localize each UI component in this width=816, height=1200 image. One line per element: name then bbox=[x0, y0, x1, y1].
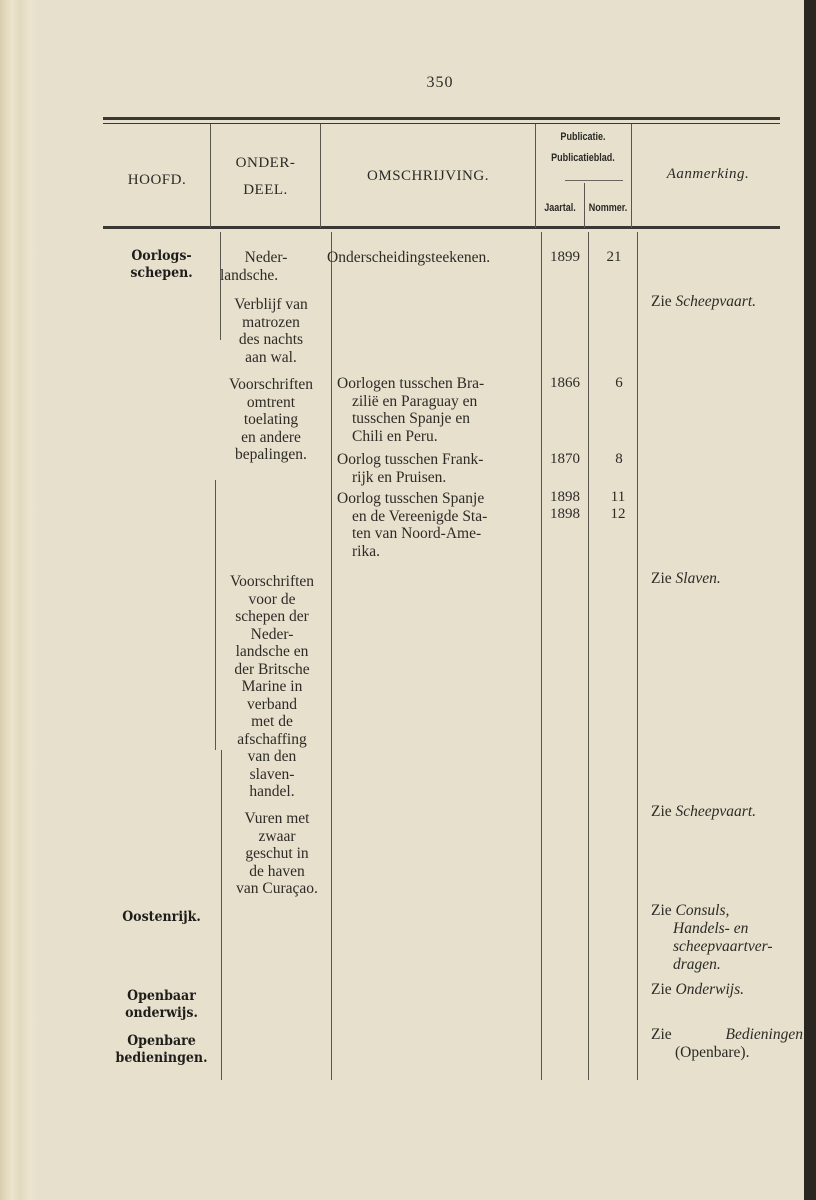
omschrijving-line: tusschen Spanje en bbox=[352, 410, 470, 427]
onderdeel-line: Neder- bbox=[244, 249, 288, 266]
body-divider-4 bbox=[588, 232, 589, 1080]
hoofd-oorlogsschepen bbox=[110, 248, 214, 282]
omschrijving-line: rijk en Pruisen. bbox=[352, 468, 447, 486]
onderdeel-line: verband bbox=[247, 695, 297, 713]
header-nommer: Nommer. bbox=[588, 202, 628, 214]
header-onderdeel-line2: DEEL. bbox=[243, 182, 288, 198]
aanmerking-ref: Bedieningen bbox=[725, 1026, 803, 1043]
hoofd-line: schepen. bbox=[130, 265, 193, 281]
onderdeel-line: slaven- bbox=[249, 765, 295, 783]
page-number: 350 bbox=[426, 74, 454, 91]
aanmerking-ref: Scheepvaart. bbox=[675, 803, 757, 820]
onderdeel-line: van Curaçao. bbox=[236, 880, 318, 897]
aanmerking-ref-line: dragen. bbox=[673, 956, 721, 973]
onderdeel-line: de haven bbox=[249, 862, 305, 880]
aanmerking-ref: Onderwijs. bbox=[675, 981, 744, 998]
nommer-6: 6 bbox=[615, 375, 623, 391]
omschrijving-line: Oorlogen tusschen Bra- bbox=[337, 375, 485, 392]
header-omschrijving: OMSCHRIJVING. bbox=[367, 168, 489, 184]
aanmerking-ref: Slaven. bbox=[675, 570, 721, 587]
onderdeel-line: met de bbox=[251, 713, 293, 730]
onderdeel-line: des nachts bbox=[238, 331, 304, 348]
onderdeel-voorschriften-toelating bbox=[215, 376, 327, 464]
omschrijving-oorlogen-brazilie bbox=[337, 375, 533, 445]
onderdeel-vuren-curacao bbox=[220, 810, 334, 898]
onderdeel-line: omtrent bbox=[246, 393, 296, 411]
onderdeel-line: Vuren met bbox=[244, 810, 310, 827]
publicatie-divider bbox=[565, 180, 623, 181]
aanmerking-ref-line: (Openbare). bbox=[675, 1044, 750, 1061]
body-divider-5 bbox=[637, 232, 638, 1080]
omschrijving-line: zilië en Paraguay en bbox=[352, 392, 478, 410]
onderdeel-voorschriften-slavenhandel bbox=[213, 573, 331, 801]
header-publicatie: Publicatie. bbox=[560, 131, 606, 143]
zie-label: Zie bbox=[651, 981, 672, 998]
aanmerking-scheepvaart-2 bbox=[651, 803, 791, 821]
onderdeel-line: Marine in bbox=[241, 678, 303, 695]
onderdeel-line: voor de bbox=[248, 590, 296, 608]
header-hoofd: HOOFD. bbox=[127, 172, 187, 188]
top-rule-thin bbox=[103, 123, 780, 124]
omschrijving-line: Oorlog tusschen Spanje bbox=[337, 490, 485, 507]
onderdeel-line: geschut in bbox=[245, 845, 309, 862]
omschrijving-line: ten van Noord-Ame- bbox=[352, 525, 482, 542]
onderdeel-line: handel. bbox=[249, 783, 295, 800]
aanmerking-consuls bbox=[651, 902, 791, 974]
aanmerking-ref: Consuls, bbox=[675, 902, 730, 919]
header-aanmerking: Aanmerking. bbox=[666, 166, 750, 182]
nommer-21: 21 bbox=[606, 249, 622, 265]
zie-label: Zie bbox=[651, 803, 672, 820]
onderdeel-line: landsche. bbox=[220, 266, 279, 284]
hoofd-line: onderwijs. bbox=[125, 1005, 198, 1021]
col-divider-3 bbox=[535, 124, 536, 228]
aanmerking-ref-line: Handels- en bbox=[673, 920, 749, 937]
nommer-11: 11 bbox=[610, 489, 626, 505]
omschrijving-line: en de Vereenigde Sta- bbox=[352, 507, 488, 525]
jaartal-1899: 1899 bbox=[550, 249, 580, 265]
aanmerking-onderwijs bbox=[651, 981, 791, 999]
header-onderdeel-line1: ONDER- bbox=[235, 155, 296, 171]
aanmerking-scheepvaart-1 bbox=[651, 293, 791, 311]
aanmerking-ref-line: scheepvaartver- bbox=[673, 938, 773, 955]
hoofd-line: Openbare bbox=[127, 1033, 196, 1049]
nommer-8: 8 bbox=[615, 451, 623, 467]
omschrijving-oorlog-spanje bbox=[337, 490, 533, 560]
header-bottom-rule-thick bbox=[103, 226, 780, 229]
onderdeel-line: Voorschriften bbox=[228, 376, 314, 393]
header-jaartal: Jaartal. bbox=[544, 202, 576, 214]
zie-label: Zie bbox=[651, 293, 672, 310]
body-divider-2 bbox=[331, 232, 332, 1080]
page-edge-stack bbox=[0, 0, 38, 1200]
omschrijving-line: Onderscheidingsteekenen. bbox=[327, 249, 491, 266]
onderdeel-line: Voorschriften bbox=[229, 573, 315, 590]
onderdeel-line: zwaar bbox=[258, 827, 296, 845]
col-divider-1 bbox=[210, 124, 211, 228]
jaartal-1870: 1870 bbox=[550, 451, 580, 467]
omschrijving-line: Oorlog tusschen Frank- bbox=[337, 451, 484, 468]
onderdeel-line: van den bbox=[247, 748, 297, 765]
onderdeel-line: bepalingen. bbox=[235, 446, 307, 463]
jaartal-1898-b: 1898 bbox=[550, 506, 580, 522]
omschrijving-line: Chili en Peru. bbox=[352, 427, 438, 445]
hoofd-openbare-bedieningen bbox=[110, 1033, 214, 1067]
nommer-12: 12 bbox=[610, 506, 626, 522]
onderdeel-line: Verblijf van bbox=[234, 296, 308, 313]
col-divider-4 bbox=[584, 183, 585, 228]
onderdeel-line: afschaffing bbox=[237, 730, 307, 748]
jaartal-1898-a: 1898 bbox=[550, 489, 580, 505]
col-divider-5 bbox=[631, 124, 632, 228]
top-rule-thick bbox=[103, 117, 780, 120]
onderdeel-line: Neder- bbox=[250, 625, 294, 643]
omschrijving-line: rika. bbox=[352, 542, 380, 560]
header-publicatieblad: Publicatieblad. bbox=[551, 152, 615, 164]
hoofd-openbaar-onderwijs bbox=[110, 988, 214, 1022]
onderdeel-line: en andere bbox=[241, 428, 301, 446]
zie-label: Zie bbox=[651, 1026, 672, 1043]
zie-label: Zie bbox=[651, 902, 672, 919]
zie-label: Zie bbox=[651, 570, 672, 587]
onderdeel-line: toelating bbox=[243, 411, 299, 428]
hoofd-line: bedieningen. bbox=[115, 1050, 208, 1066]
hoofd-line: Openbaar bbox=[127, 988, 196, 1004]
onderdeel-line: landsche en bbox=[235, 643, 309, 660]
body-divider-3 bbox=[541, 232, 542, 1080]
hoofd-oostenrijk bbox=[110, 909, 214, 926]
aanmerking-bedieningen bbox=[651, 1026, 803, 1062]
scan-shadow bbox=[804, 0, 816, 1200]
onderdeel-line: schepen der bbox=[235, 608, 309, 625]
onderdeel-verblijf bbox=[218, 296, 324, 366]
hoofd-line: Oorlogs- bbox=[131, 248, 192, 264]
aanmerking-slaven bbox=[651, 570, 791, 588]
onderdeel-nederlandsche bbox=[214, 249, 318, 284]
jaartal-1866: 1866 bbox=[550, 375, 580, 391]
onderdeel-line: matrozen bbox=[242, 313, 300, 331]
onderdeel-line: der Britsche bbox=[234, 660, 310, 678]
omschrijving-oorlog-frankrijk bbox=[337, 451, 533, 486]
aanmerking-ref: Scheepvaart. bbox=[675, 293, 757, 310]
omschrijving-onderscheidingsteekenen bbox=[327, 249, 537, 267]
onderdeel-line: aan wal. bbox=[245, 348, 297, 366]
hoofd-line: Oostenrijk. bbox=[122, 909, 201, 925]
